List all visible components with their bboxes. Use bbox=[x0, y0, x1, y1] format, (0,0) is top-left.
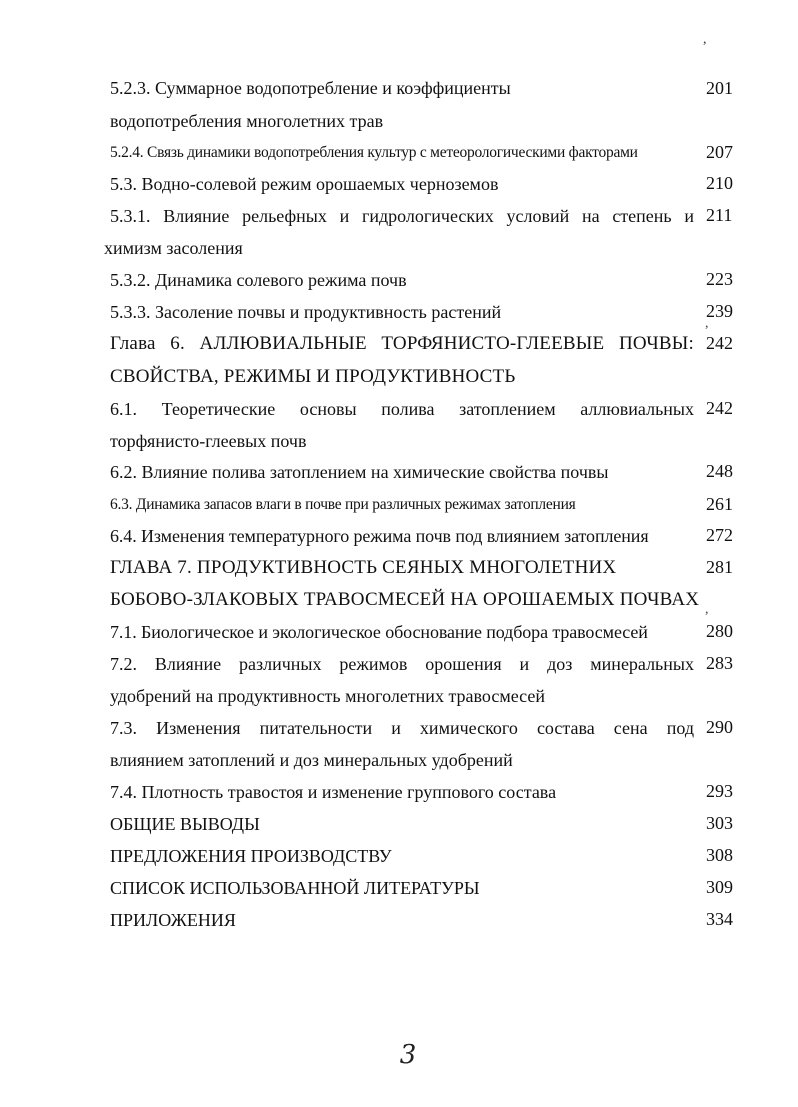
toc-entry-page: 308 bbox=[706, 845, 733, 865]
toc-entry-text: 5.2.3. Суммарное водопотребление и коэффициенты bbox=[110, 78, 511, 98]
toc-entry-page: 210 bbox=[706, 173, 733, 193]
toc-entry-page: 242 bbox=[706, 333, 733, 353]
toc-entry-text: 6.1. Теоретические основы полива затоплением аллювиальных bbox=[110, 399, 694, 419]
toc-entry-page: 261 bbox=[706, 494, 733, 514]
toc-entry-text: 7.2. Влияние различных режимов орошения и доз минеральных bbox=[110, 654, 694, 674]
toc-entry-text: удобрений на продуктивность многолетних травосмесей bbox=[110, 686, 545, 706]
toc-entry-text: влиянием затоплений и доз минеральных удобрений bbox=[110, 750, 513, 770]
page-number: 3 bbox=[399, 1040, 417, 1070]
toc-entry-text: 5.3.2. Динамика солевого режима почв bbox=[110, 270, 407, 290]
toc-entry-page: 309 bbox=[706, 877, 733, 897]
toc-section-text: ПРЕДЛОЖЕНИЯ ПРОИЗВОДСТВУ bbox=[110, 846, 392, 866]
toc-entry-page: 290 bbox=[706, 717, 733, 737]
toc-entry-text: 5.3. Водно-солевой режим орошаемых черноземов bbox=[110, 174, 499, 194]
toc-section-text: СПИСОК ИСПОЛЬЗОВАННОЙ ЛИТЕРАТУРЫ bbox=[110, 878, 480, 898]
toc-section-text: ОБЩИЕ ВЫВОДЫ bbox=[110, 814, 260, 834]
toc-entry-text: торфянисто-глеевых почв bbox=[110, 431, 307, 451]
toc-chapter-text: ГЛАВА 7. ПРОДУКТИВНОСТЬ СЕЯНЫХ МНОГОЛЕТНИХ bbox=[110, 557, 617, 578]
toc-entry-text: 7.3. Изменения питательности и химического состава сена под bbox=[110, 718, 694, 738]
toc-chapter-text: БОБОВО-ЗЛАКОВЫХ ТРАВОСМЕСЕЙ НА ОРОШАЕМЫХ ПОЧВАХ bbox=[110, 589, 700, 610]
toc-entry-text: 7.1. Биологическое и экологическое обоснование подбора травосмесей bbox=[110, 622, 648, 642]
toc-entry-text: 6.2. Влияние полива затоплением на химические свойства почвы bbox=[110, 462, 609, 482]
toc-entry-text: химизм засоления bbox=[104, 238, 243, 258]
toc-entry-text: 5.2.4. Связь динамики водопотребления культур с метеорологическими факторами bbox=[110, 144, 638, 161]
toc-entry-page: 223 bbox=[706, 269, 733, 289]
toc-entry-page: 303 bbox=[706, 813, 733, 833]
toc-entry-text: 5.3.3. Засоление почвы и продуктивность растений bbox=[110, 302, 502, 322]
toc-entry-page: 293 bbox=[706, 781, 733, 801]
toc-entry-page: 211 bbox=[706, 205, 733, 225]
toc-entry-page: 283 bbox=[706, 653, 733, 673]
toc-entry-page: 272 bbox=[706, 525, 733, 545]
toc-entry-page: 281 bbox=[706, 557, 733, 577]
toc-entry-page: 201 bbox=[706, 78, 733, 98]
toc-entry-page: 280 bbox=[706, 621, 733, 641]
scan-mark: , bbox=[703, 32, 707, 47]
toc-entry-page: 242 bbox=[706, 398, 733, 418]
toc-chapter-text: СВОЙСТВА, РЕЖИМЫ И ПРОДУКТИВНОСТЬ bbox=[110, 366, 516, 387]
toc-entry-page: 239 bbox=[706, 301, 733, 321]
toc-entry-text: водопотребления многолетних трав bbox=[110, 111, 384, 131]
toc-entry-text: 6.3. Динамика запасов влаги в почве при различных режимах затопления bbox=[110, 496, 576, 513]
scan-mark: , bbox=[705, 316, 709, 331]
scan-mark: , bbox=[705, 602, 709, 617]
toc-entry-text: 5.3.1. Влияние рельефных и гидрологических условий на степень и bbox=[110, 206, 694, 226]
toc-entry-page: 334 bbox=[706, 909, 733, 929]
toc-entry-text: 7.4. Плотность травостоя и изменение группового состава bbox=[110, 782, 557, 802]
toc-entry-page: 207 bbox=[706, 142, 733, 162]
toc-chapter-text: Глава 6. АЛЛЮВИАЛЬНЫЕ ТОРФЯНИСТО-ГЛЕЕВЫЕ ПОЧВЫ: bbox=[110, 333, 694, 354]
toc-entry-page: 248 bbox=[706, 461, 733, 481]
toc-section-text: ПРИЛОЖЕНИЯ bbox=[110, 910, 236, 930]
toc-entry-text: 6.4. Изменения температурного режима почв под влиянием затопления bbox=[110, 526, 649, 546]
